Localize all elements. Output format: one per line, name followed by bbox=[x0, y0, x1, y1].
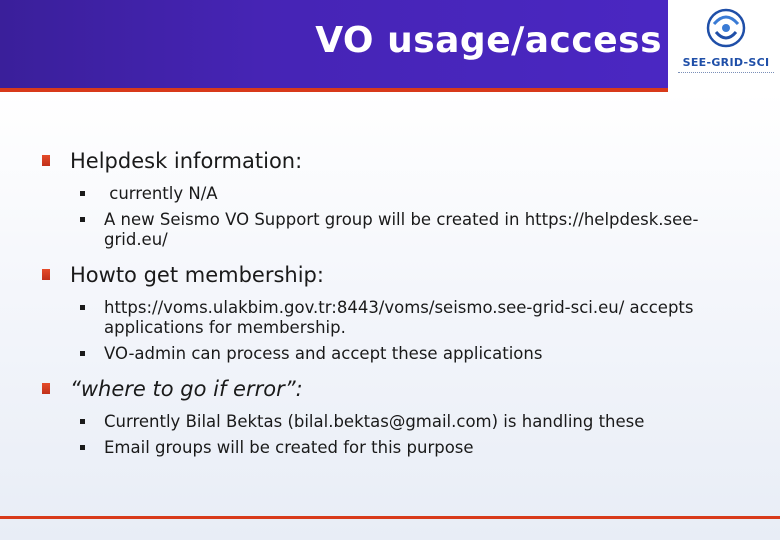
square-bullet-icon bbox=[80, 351, 85, 356]
bullet-heading: “where to go if error”: bbox=[70, 377, 303, 401]
sub-bullet-text: VO-admin can process and accept these applications bbox=[104, 344, 543, 363]
square-bullet-icon bbox=[80, 305, 85, 310]
logo-text: SEE-GRID-SCI bbox=[682, 56, 770, 69]
bullet-marker-icon bbox=[42, 155, 50, 166]
square-bullet-icon bbox=[80, 191, 85, 196]
bullet-errors bbox=[40, 374, 760, 404]
sub-bullet bbox=[74, 344, 760, 364]
bullet-helpdesk bbox=[40, 146, 760, 176]
square-bullet-icon bbox=[80, 217, 85, 222]
sub-bullet-text: A new Seismo VO Support group will be created in https://helpdesk.see-grid.eu/ bbox=[104, 210, 699, 249]
sub-list-membership bbox=[74, 298, 760, 364]
bullet-marker-icon bbox=[42, 269, 50, 280]
sub-list-errors bbox=[74, 412, 760, 458]
slide-content bbox=[40, 146, 760, 468]
logo-emblem-icon bbox=[674, 2, 778, 56]
sub-bullet bbox=[74, 438, 760, 458]
see-grid-sci-logo bbox=[674, 2, 778, 88]
bullet-heading: Howto get membership: bbox=[70, 263, 324, 287]
slide-title: VO usage/access bbox=[315, 20, 662, 61]
bullet-membership bbox=[40, 260, 760, 290]
sub-bullet-text: Email groups will be created for this purpose bbox=[104, 438, 474, 457]
sub-bullet bbox=[74, 210, 760, 250]
sub-bullet bbox=[74, 412, 760, 432]
sub-list-helpdesk bbox=[74, 184, 760, 250]
square-bullet-icon bbox=[80, 419, 85, 424]
sub-bullet bbox=[74, 298, 760, 338]
bullet-heading: Helpdesk information: bbox=[70, 149, 303, 173]
header-accent-line bbox=[0, 88, 668, 92]
sub-bullet-text: currently N/A bbox=[104, 184, 218, 203]
square-bullet-icon bbox=[80, 445, 85, 450]
sub-bullet bbox=[74, 184, 760, 204]
logo-tagline-dots bbox=[678, 72, 774, 76]
sub-bullet-text: Currently Bilal Bektas (bilal.bektas@gmail.com) is handling these bbox=[104, 412, 645, 431]
footer-accent-line bbox=[0, 516, 780, 519]
bullet-marker-icon bbox=[42, 383, 50, 394]
sub-bullet-text: https://voms.ulakbim.gov.tr:8443/voms/seismo.see-grid-sci.eu/ accepts applications for membership. bbox=[104, 298, 694, 337]
